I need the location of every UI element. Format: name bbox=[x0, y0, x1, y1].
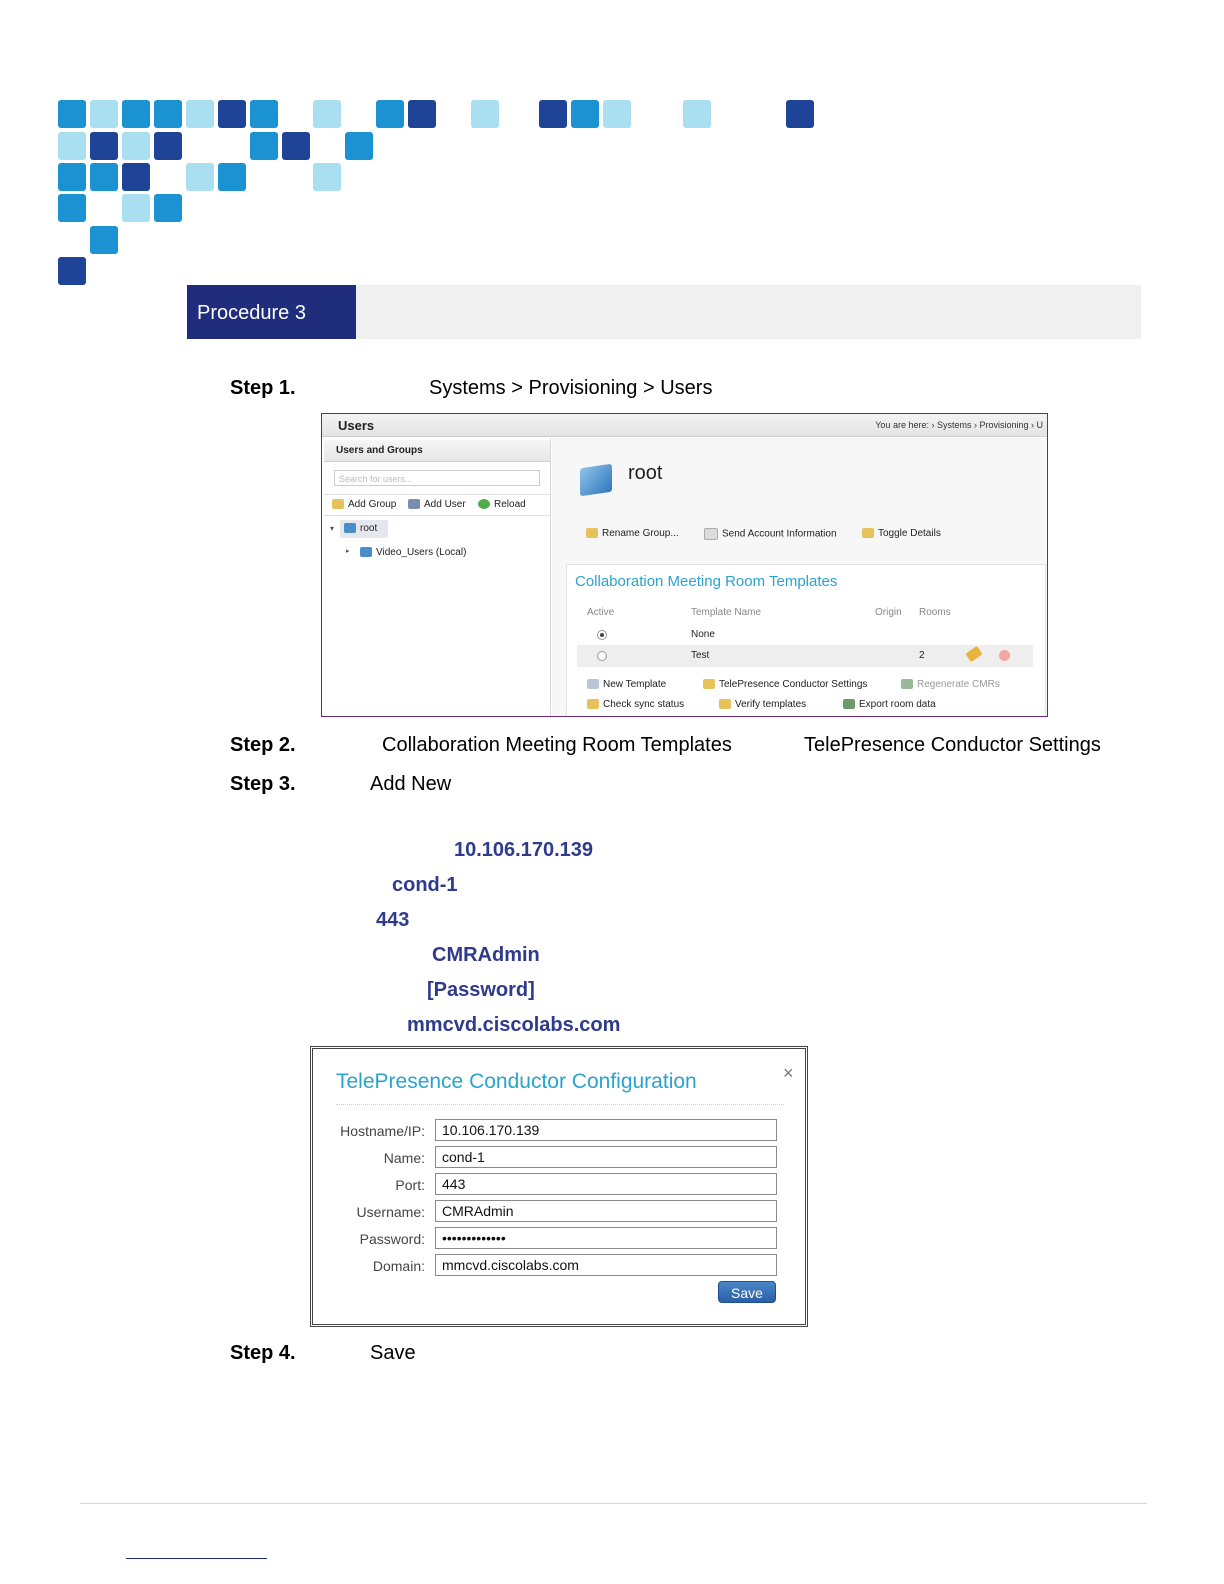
step-2-label: Step 2. bbox=[230, 734, 296, 756]
folder-add-icon bbox=[332, 499, 344, 509]
value-hostname: 10.106.170.139 bbox=[454, 839, 594, 861]
template-name: Test bbox=[691, 650, 710, 661]
regenerate-icon bbox=[901, 679, 913, 689]
add-group-button[interactable] bbox=[332, 499, 396, 510]
step-2-text-b: TelePresence Conductor Settings bbox=[804, 734, 1101, 756]
template-rooms: 2 bbox=[919, 650, 925, 661]
regenerate-cmrs-button[interactable] bbox=[901, 679, 1000, 690]
reload-button[interactable] bbox=[478, 499, 526, 510]
dialog-divider bbox=[336, 1104, 784, 1105]
username-input[interactable]: CMRAdmin bbox=[435, 1200, 777, 1222]
users-title: Users bbox=[338, 418, 375, 433]
footer-divider bbox=[80, 1503, 1147, 1504]
collapse-arrow-icon[interactable]: ▸ bbox=[346, 548, 350, 555]
panel-title: Users and Groups bbox=[324, 440, 550, 462]
tree-item-label: root bbox=[360, 523, 378, 534]
users-screenshot bbox=[321, 413, 1048, 717]
step-3-label: Step 3. bbox=[230, 773, 296, 795]
procedure-label: Procedure 3 bbox=[187, 285, 356, 339]
folder-name: root bbox=[628, 462, 663, 484]
folder-icon bbox=[344, 523, 356, 533]
step-3-text: Add New bbox=[370, 773, 452, 795]
brand-mosaic bbox=[0, 0, 830, 290]
col-template-name: Template Name bbox=[691, 607, 762, 618]
save-button[interactable]: Save bbox=[718, 1281, 776, 1303]
port-label: Port: bbox=[395, 1177, 425, 1193]
tree-item-label: Video_Users (Local) bbox=[376, 547, 467, 558]
hostname-input[interactable]: 10.106.170.139 bbox=[435, 1119, 777, 1141]
cmr-templates-box bbox=[566, 564, 1046, 717]
col-active: Active bbox=[587, 607, 615, 618]
template-add-icon bbox=[587, 679, 599, 689]
expand-arrow-icon[interactable]: ▾ bbox=[330, 524, 335, 533]
add-user-button[interactable] bbox=[408, 499, 466, 510]
check-sync-label: Check sync status bbox=[603, 699, 685, 710]
col-origin: Origin bbox=[875, 607, 902, 618]
verify-icon bbox=[719, 699, 731, 709]
value-name: cond-1 bbox=[392, 874, 458, 896]
breadcrumb[interactable]: You are here: › Systems › Provisioning › U bbox=[875, 420, 1043, 430]
template-name: None bbox=[691, 629, 715, 640]
username-label: Username: bbox=[356, 1204, 425, 1220]
step-1-text: Systems > Provisioning > Users bbox=[429, 377, 713, 399]
domain-input[interactable]: mmcvd.ciscolabs.com bbox=[435, 1254, 777, 1276]
col-rooms: Rooms bbox=[919, 607, 951, 618]
settings-icon bbox=[703, 679, 715, 689]
name-input[interactable]: cond-1 bbox=[435, 1146, 777, 1168]
delete-icon[interactable] bbox=[999, 650, 1010, 661]
password-input[interactable]: ••••••••••••• bbox=[435, 1227, 777, 1249]
folder-edit-icon bbox=[586, 528, 598, 538]
value-username: CMRAdmin bbox=[432, 944, 540, 966]
search-input[interactable]: Search for users... bbox=[334, 470, 540, 486]
templates-title: Collaboration Meeting Room Templates bbox=[575, 573, 838, 590]
step-1-label: Step 1. bbox=[230, 377, 296, 399]
regenerate-cmrs-label: Regenerate CMRs bbox=[917, 679, 1000, 690]
step-4-text: Save bbox=[370, 1342, 416, 1364]
table-row[interactable] bbox=[577, 645, 1033, 667]
panel-toolbar bbox=[324, 494, 550, 516]
step-2-text-a: Collaboration Meeting Room Templates bbox=[382, 734, 732, 756]
edit-pencil-icon[interactable] bbox=[965, 646, 982, 662]
rename-group-button[interactable] bbox=[586, 528, 679, 539]
export-room-data-label: Export room data bbox=[859, 699, 936, 710]
tree-item-video-users[interactable] bbox=[360, 544, 466, 562]
footer-link-underline[interactable] bbox=[126, 1558, 267, 1559]
step-4-label: Step 4. bbox=[230, 1342, 296, 1364]
verify-templates-label: Verify templates bbox=[735, 699, 807, 710]
tree-item-root[interactable] bbox=[340, 520, 388, 538]
reload-icon bbox=[478, 499, 490, 509]
value-domain: mmcvd.ciscolabs.com bbox=[407, 1014, 621, 1036]
send-account-info-button[interactable] bbox=[704, 528, 837, 540]
reload-label: Reload bbox=[494, 499, 526, 510]
conductor-settings-label: TelePresence Conductor Settings bbox=[719, 679, 868, 690]
check-sync-button[interactable] bbox=[587, 699, 684, 710]
conductor-settings-button[interactable] bbox=[703, 679, 867, 690]
users-groups-panel bbox=[324, 438, 551, 717]
new-template-button[interactable] bbox=[587, 679, 666, 690]
sync-icon bbox=[587, 699, 599, 709]
new-template-label: New Template bbox=[603, 679, 667, 690]
hostname-label: Hostname/IP: bbox=[340, 1123, 425, 1139]
port-input[interactable]: 443 bbox=[435, 1173, 777, 1195]
conductor-config-dialog bbox=[310, 1046, 808, 1327]
send-account-info-label: Send Account Information bbox=[722, 528, 837, 540]
value-password: [Password] bbox=[427, 979, 535, 1001]
verify-templates-button[interactable] bbox=[719, 699, 806, 710]
export-room-data-button[interactable] bbox=[843, 699, 936, 710]
close-icon[interactable]: × bbox=[783, 1063, 794, 1083]
active-radio[interactable] bbox=[597, 651, 607, 661]
add-group-label: Add Group bbox=[348, 499, 397, 510]
export-icon bbox=[843, 699, 855, 709]
users-header bbox=[322, 414, 1047, 437]
user-add-icon bbox=[408, 499, 420, 509]
toggle-details-label: Toggle Details bbox=[878, 528, 941, 539]
name-label: Name: bbox=[383, 1150, 425, 1166]
domain-label: Domain: bbox=[372, 1258, 425, 1274]
table-row[interactable] bbox=[577, 625, 1033, 645]
dialog-title: TelePresence Conductor Configuration bbox=[336, 1070, 697, 1093]
mail-icon bbox=[704, 528, 718, 540]
add-user-label: Add User bbox=[424, 499, 466, 510]
folder-icon bbox=[360, 547, 372, 557]
value-port: 443 bbox=[376, 909, 410, 931]
toggle-details-button[interactable] bbox=[862, 528, 941, 539]
details-icon bbox=[862, 528, 874, 538]
folder-large-icon bbox=[580, 464, 612, 496]
password-label: Password: bbox=[359, 1231, 425, 1247]
group-detail-panel bbox=[552, 438, 1047, 717]
active-radio[interactable] bbox=[597, 630, 607, 640]
rename-group-label: Rename Group... bbox=[602, 528, 679, 539]
